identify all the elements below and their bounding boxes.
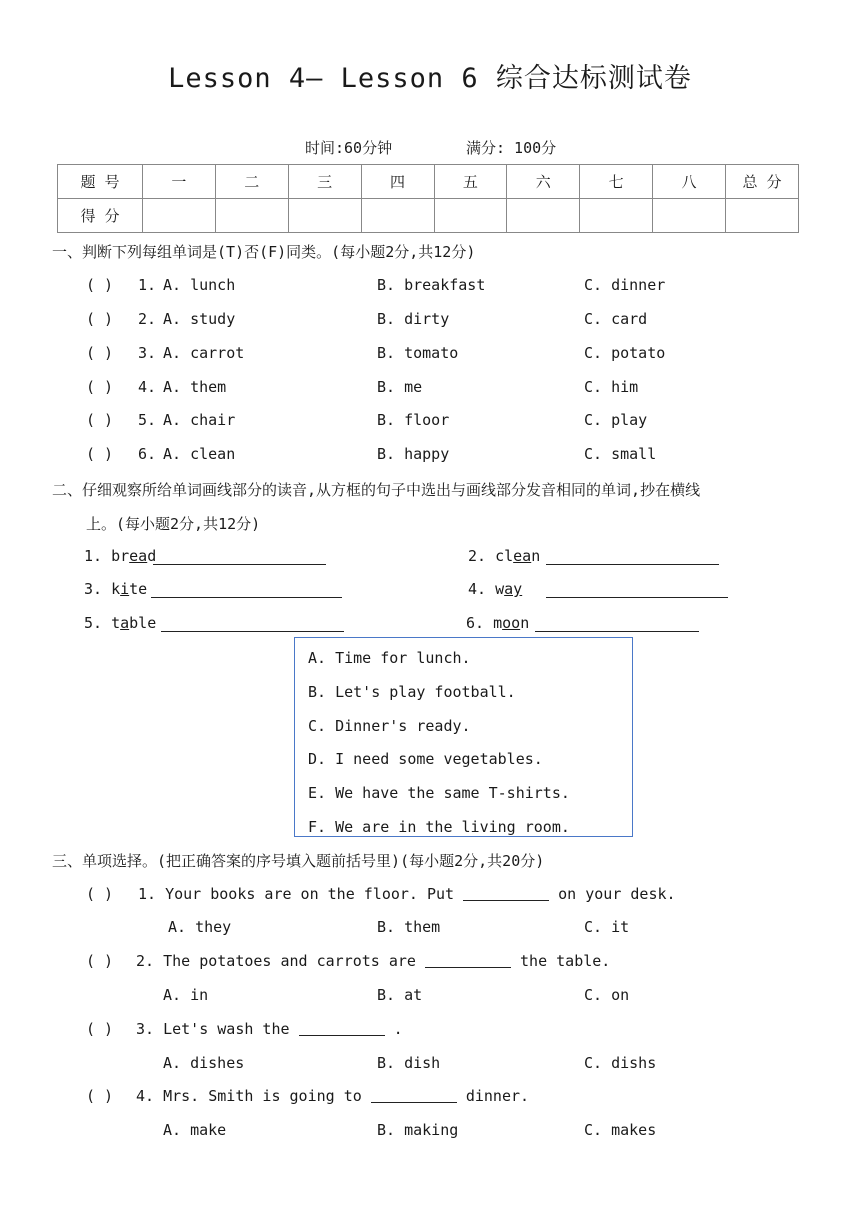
question-text: Your books are on the floor. Put <box>165 885 455 903</box>
answer-blank[interactable] <box>535 615 699 634</box>
score-cell[interactable] <box>653 199 726 233</box>
question-text: Mrs. Smith is going to <box>163 1087 362 1105</box>
word-prefix: t <box>111 614 121 632</box>
header-cell: 四 <box>361 165 434 199</box>
question <box>136 952 610 970</box>
word-item <box>84 580 147 598</box>
word-suffix: te <box>129 580 148 598</box>
option-b: B. breakfast <box>377 276 486 294</box>
word-item <box>468 580 522 598</box>
answer-blank[interactable] <box>425 953 511 968</box>
answer-paren[interactable]: ( ) <box>86 344 114 362</box>
answer-paren[interactable]: ( ) <box>86 1087 114 1105</box>
word-suffix: d <box>147 547 157 565</box>
item-number: 2. <box>468 547 487 565</box>
answer-blank[interactable] <box>151 581 342 600</box>
item-number: 4. <box>136 1087 155 1105</box>
score-cell[interactable] <box>507 199 580 233</box>
score-row-label: 得 分 <box>58 199 143 233</box>
question-text: The potatoes and carrots are <box>163 952 416 970</box>
item-number: 3. <box>138 344 157 362</box>
full-score-label: 满分: 100分 <box>466 139 557 157</box>
score-cell[interactable] <box>361 199 434 233</box>
underlined-part: ea <box>513 547 532 565</box>
answer-paren[interactable]: ( ) <box>86 276 114 294</box>
score-cell[interactable] <box>580 199 653 233</box>
underlined-part: oo <box>502 614 521 632</box>
header-cell: 八 <box>653 165 726 199</box>
section2-heading-line2: 上。(每小题2分,共12分) <box>86 515 261 533</box>
answer-blank[interactable] <box>299 1021 385 1036</box>
answer-paren[interactable]: ( ) <box>86 411 114 429</box>
item-number: 1. <box>138 885 157 903</box>
question-text-end: on your desk. <box>558 885 676 903</box>
answer-blank[interactable] <box>546 581 728 600</box>
answer-blank[interactable] <box>546 548 719 567</box>
option-b: B. them <box>377 918 441 936</box>
option-a: A. make <box>163 1121 227 1139</box>
header-cell: 五 <box>434 165 507 199</box>
word-suffix: ble <box>129 614 157 632</box>
header-cell: 六 <box>507 165 580 199</box>
answer-blank[interactable] <box>153 548 326 567</box>
box-sentence: C. Dinner's ready. <box>308 717 471 735</box>
answer-paren[interactable]: ( ) <box>86 885 114 903</box>
option-b: B. floor <box>377 411 450 429</box>
question-text-end: the table. <box>520 952 611 970</box>
item-number: 5. <box>84 614 103 632</box>
section3-heading: 三、单项选择。(把正确答案的序号填入题前括号里)(每小题2分,共20分) <box>52 852 545 870</box>
item-number: 3. <box>84 580 103 598</box>
box-sentence: E. We have the same T-shirts. <box>308 784 570 802</box>
item-number: 1. <box>138 276 157 294</box>
option-a: A. them <box>163 378 227 396</box>
word-prefix: w <box>495 580 505 598</box>
item-number: 4. <box>138 378 157 396</box>
word-prefix: k <box>111 580 121 598</box>
underlined-part: a <box>120 614 130 632</box>
header-cell: 七 <box>580 165 653 199</box>
item-number: 2. <box>136 952 155 970</box>
word-item <box>468 547 540 565</box>
item-number: 5. <box>138 411 157 429</box>
score-table <box>57 164 799 233</box>
question-text-end: . <box>393 1020 403 1038</box>
option-a: A. dishes <box>163 1054 245 1072</box>
box-sentence: A. Time for lunch. <box>308 649 471 667</box>
header-cell: 一 <box>143 165 216 199</box>
header-cell: 二 <box>215 165 288 199</box>
question <box>136 1087 529 1105</box>
answer-blank[interactable] <box>161 615 344 634</box>
option-b: B. at <box>377 986 423 1004</box>
option-a: A. clean <box>163 445 236 463</box>
answer-blank[interactable] <box>463 886 549 901</box>
score-cell[interactable] <box>726 199 799 233</box>
option-c: C. potato <box>584 344 666 362</box>
word-item <box>466 614 529 632</box>
option-b: B. making <box>377 1121 459 1139</box>
option-c: C. on <box>584 986 630 1004</box>
item-number: 6. <box>138 445 157 463</box>
section1-heading: 一、判断下列每组单词是(T)否(F)同类。(每小题2分,共12分) <box>52 243 476 261</box>
item-number: 2. <box>138 310 157 328</box>
header-cell: 三 <box>288 165 361 199</box>
option-c: C. small <box>584 445 657 463</box>
option-b: B. dish <box>377 1054 441 1072</box>
answer-paren[interactable]: ( ) <box>86 952 114 970</box>
word-prefix: cl <box>495 547 514 565</box>
option-c: C. it <box>584 918 630 936</box>
header-cell: 题 号 <box>58 165 143 199</box>
question-text: Let's wash the <box>163 1020 290 1038</box>
option-a: A. in <box>163 986 209 1004</box>
word-item <box>84 614 156 632</box>
box-sentence: D. I need some vegetables. <box>308 750 543 768</box>
item-number: 6. <box>466 614 485 632</box>
score-cell[interactable] <box>434 199 507 233</box>
word-suffix: n <box>520 614 530 632</box>
underlined-part: ea <box>129 547 148 565</box>
option-c: C. makes <box>584 1121 657 1139</box>
question <box>136 1020 403 1038</box>
item-number: 3. <box>136 1020 155 1038</box>
score-cell[interactable] <box>143 199 216 233</box>
word-suffix: n <box>531 547 541 565</box>
score-table-score-row <box>58 199 799 233</box>
option-a: A. chair <box>163 411 236 429</box>
underlined-part: ay <box>504 580 523 598</box>
score-cell[interactable] <box>288 199 361 233</box>
option-c: C. play <box>584 411 648 429</box>
option-b: B. me <box>377 378 423 396</box>
answer-paren[interactable]: ( ) <box>86 1020 114 1038</box>
underlined-part: i <box>120 580 130 598</box>
question-text-end: dinner. <box>465 1087 530 1105</box>
answer-paren[interactable]: ( ) <box>86 378 114 396</box>
score-table-header-row <box>58 165 799 199</box>
word-prefix: br <box>111 547 130 565</box>
time-label: 时间:60分钟 <box>305 139 393 157</box>
word-item <box>84 547 156 565</box>
word-prefix: m <box>493 614 503 632</box>
box-sentence: B. Let's play football. <box>308 683 516 701</box>
sentence-box <box>294 637 633 837</box>
score-cell[interactable] <box>215 199 288 233</box>
item-number: 4. <box>468 580 487 598</box>
option-c: C. card <box>584 310 648 328</box>
page-title: Lesson 4— Lesson 6 综合达标测试卷 <box>168 63 692 94</box>
option-a: A. lunch <box>163 276 236 294</box>
option-a: A. carrot <box>163 344 245 362</box>
header-cell: 总 分 <box>726 165 799 199</box>
box-sentence: F. We are in the living room. <box>308 818 570 836</box>
item-number: 1. <box>84 547 103 565</box>
answer-blank[interactable] <box>371 1088 457 1103</box>
answer-paren[interactable]: ( ) <box>86 445 114 463</box>
option-c: C. dishs <box>584 1054 657 1072</box>
section2-heading-line1: 二、仔细观察所给单词画线部分的读音,从方框的句子中选出与画线部分发音相同的单词,抄在横线 <box>52 481 701 499</box>
option-c: C. dinner <box>584 276 666 294</box>
question <box>138 885 676 903</box>
option-a: A. they <box>168 918 232 936</box>
option-b: B. tomato <box>377 344 459 362</box>
option-b: B. dirty <box>377 310 450 328</box>
answer-paren[interactable]: ( ) <box>86 310 114 328</box>
option-c: C. him <box>584 378 639 396</box>
option-a: A. study <box>163 310 236 328</box>
option-b: B. happy <box>377 445 450 463</box>
